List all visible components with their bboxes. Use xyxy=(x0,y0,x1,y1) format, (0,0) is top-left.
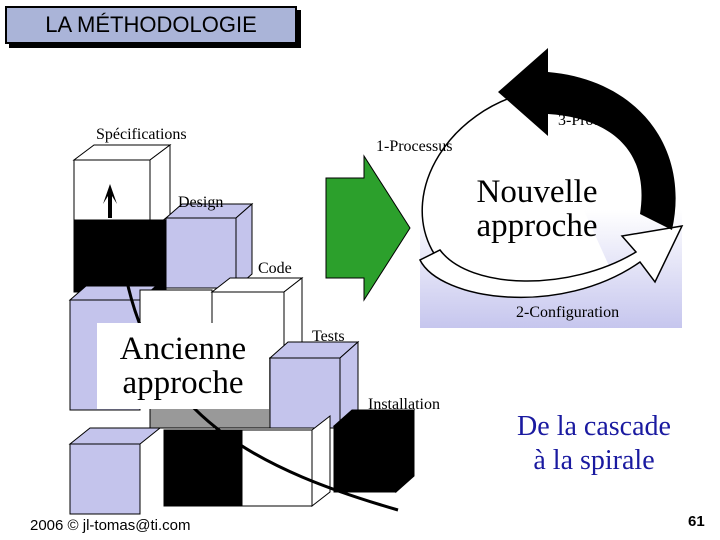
title-banner xyxy=(5,6,297,44)
label-configuration: 2-Configuration xyxy=(516,304,620,321)
slogan xyxy=(484,410,704,478)
page-title: LA MÉTHODOLOGIE xyxy=(45,12,257,37)
old-approach-text xyxy=(100,332,266,400)
footer-copyright: 2006 © jl-tomas@ti.com xyxy=(30,517,191,534)
new-approach-line-2: approche xyxy=(476,208,598,244)
label-specifications: Spécifications xyxy=(96,126,187,143)
new-approach-text xyxy=(464,175,610,243)
green-arrow xyxy=(326,156,410,300)
old-approach-line-2: approche xyxy=(122,365,244,401)
label-prototype: 3-Prototype xyxy=(558,112,634,129)
label-installation: Installation xyxy=(368,396,440,413)
old-approach-line-1: Ancienne xyxy=(119,331,247,367)
slogan-line-1: De la cascade xyxy=(517,411,671,442)
label-tests: Tests xyxy=(312,328,345,345)
page-number: 61 xyxy=(688,513,705,530)
new-approach-line-1: Nouvelle xyxy=(476,174,598,210)
slogan-line-2: à la spirale xyxy=(533,445,655,476)
label-code: Code xyxy=(258,260,292,277)
label-design: Design xyxy=(178,194,224,211)
label-processus: 1-Processus xyxy=(376,138,453,155)
